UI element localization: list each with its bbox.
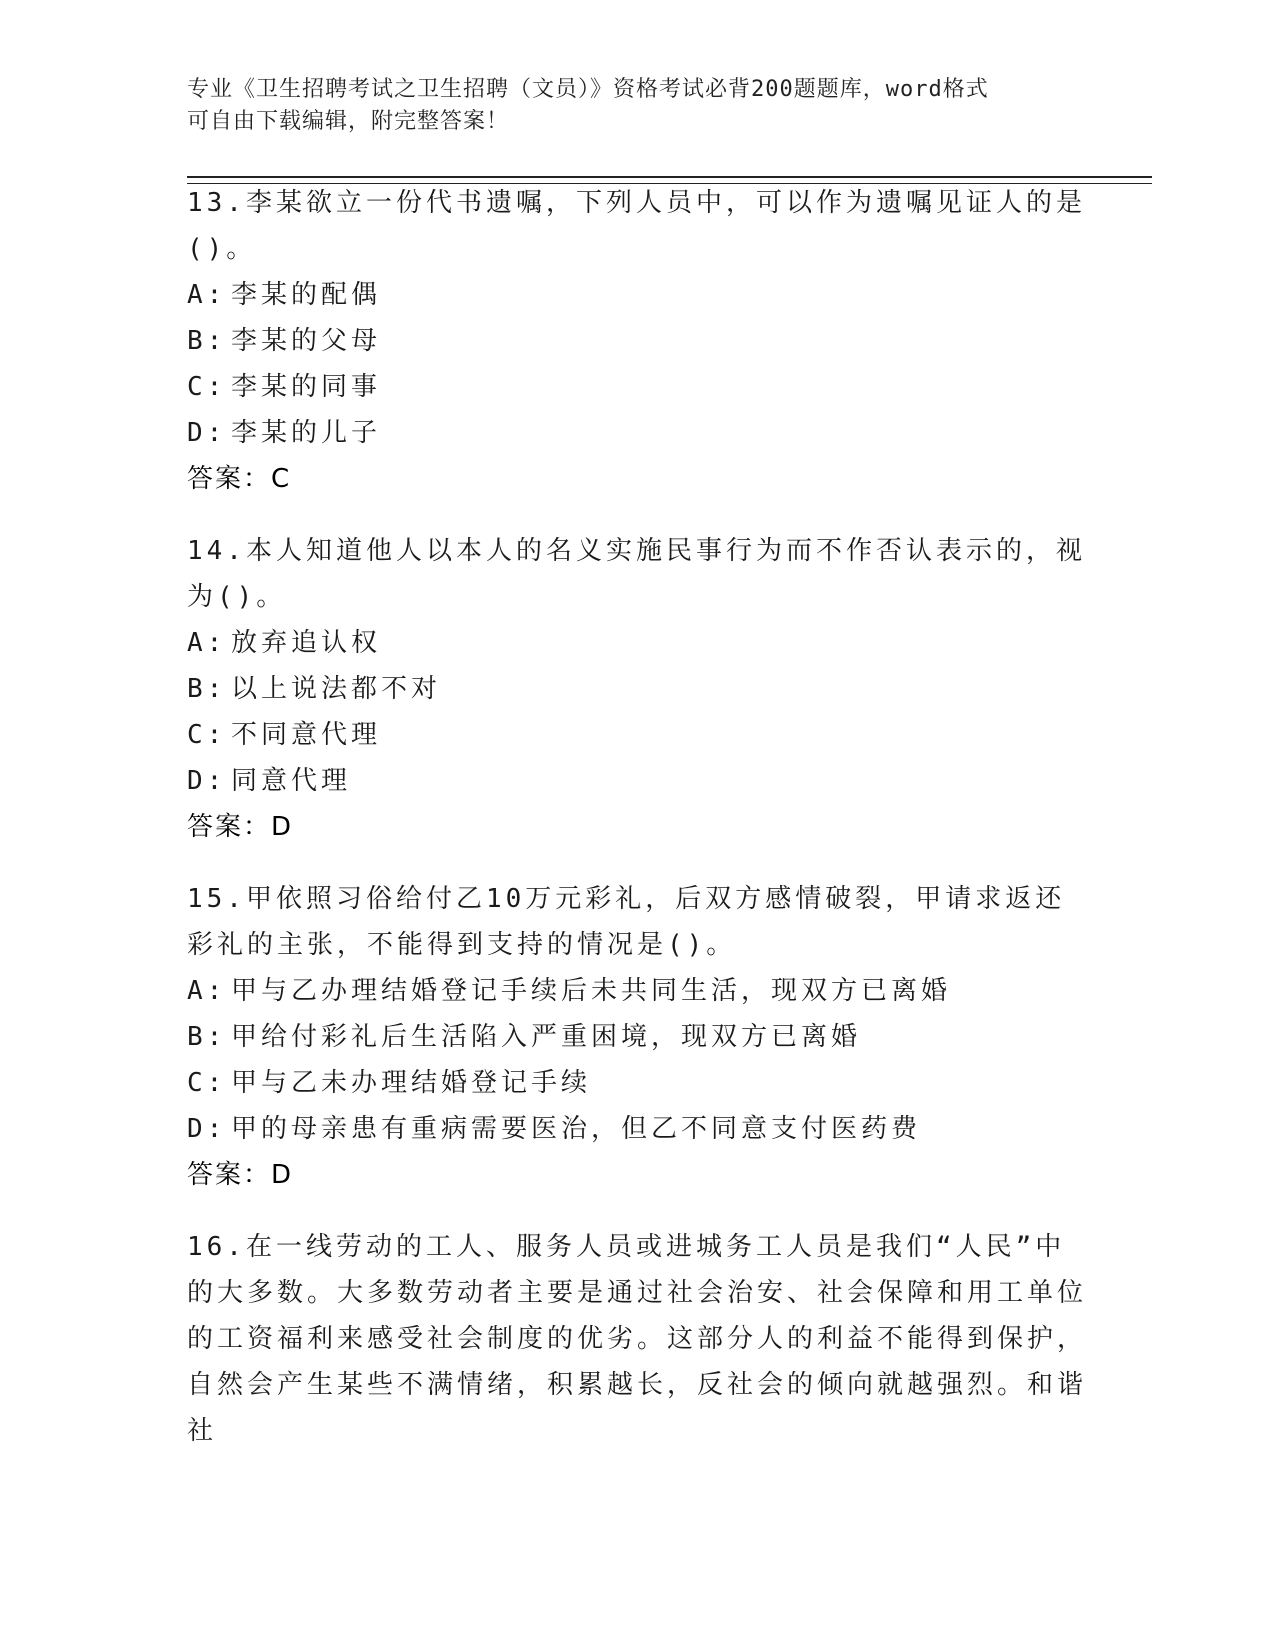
option-a [187, 272, 1087, 318]
option-text: 李某的父母 [231, 326, 382, 356]
option-b [187, 318, 1087, 364]
answer: 答案：D [187, 1160, 294, 1190]
option-text: 李某的配偶 [231, 280, 382, 310]
answer: 答案：C [187, 464, 292, 494]
option-key: C: [187, 1068, 227, 1098]
option-text: 甲的母亲患有重病需要医治，但乙不同意支付医药费 [231, 1114, 922, 1144]
option-d [187, 410, 1087, 456]
question-16 [187, 1224, 1087, 1454]
option-d [187, 1106, 1087, 1152]
option-key: B: [187, 674, 227, 704]
question-stem: 16.在一线劳动的工人、服务人员或进城务工人员是我们“人民”中的大多数。大多数劳动者主要是通过社会治安、社会保障和用工单位的工资福利来感受社会制度的优劣。这部分人的利益不能得到保护，自然会产生某些不满情绪，积累越长，反社会的倾向就越强烈。和谐社 [187, 1232, 1088, 1446]
option-key: D: [187, 1114, 227, 1144]
option-text: 不同意代理 [231, 720, 382, 750]
question-15 [187, 876, 1087, 1198]
option-key: C: [187, 720, 227, 750]
option-text: 同意代理 [231, 766, 352, 796]
option-key: C: [187, 372, 227, 402]
option-key: A: [187, 628, 227, 658]
option-b [187, 1014, 1087, 1060]
option-text: 甲与乙未办理结婚登记手续 [231, 1068, 592, 1098]
option-text: 李某的儿子 [231, 418, 382, 448]
option-key: A: [187, 280, 227, 310]
option-key: D: [187, 766, 227, 796]
question-stem: 15.甲依照习俗给付乙10万元彩礼，后双方感情破裂，甲请求返还彩礼的主张，不能得到支持的情况是()。 [187, 884, 1066, 960]
option-text: 甲与乙办理结婚登记手续后未共同生活，现双方已离婚 [231, 976, 952, 1006]
question-14 [187, 528, 1087, 850]
option-key: D: [187, 418, 227, 448]
option-c [187, 712, 1087, 758]
option-key: A: [187, 976, 227, 1006]
question-13 [187, 180, 1087, 502]
option-key: B: [187, 326, 227, 356]
option-text: 放弃追认权 [231, 628, 382, 658]
option-key: B: [187, 1022, 227, 1052]
question-stem: 14.本人知道他人以本人的名义实施民事行为而不作否认表示的，视为()。 [187, 536, 1086, 612]
option-text: 李某的同事 [231, 372, 382, 402]
option-a [187, 968, 1087, 1014]
option-d [187, 758, 1087, 804]
answer: 答案：D [187, 812, 294, 842]
option-a [187, 620, 1087, 666]
option-text: 甲给付彩礼后生活陷入严重困境，现双方已离婚 [231, 1022, 862, 1052]
option-b [187, 666, 1087, 712]
option-c [187, 1060, 1087, 1106]
document-header [187, 74, 1067, 138]
header-line-1: 专业《卫生招聘考试之卫生招聘（文员）》资格考试必背200题题库，word格式 [187, 77, 989, 102]
option-c [187, 364, 1087, 410]
option-text: 以上说法都不对 [231, 674, 442, 704]
header-line-2: 可自由下载编辑，附完整答案！ [187, 109, 510, 134]
question-stem: 13.李某欲立一份代书遗嘱，下列人员中，可以作为遗嘱见证人的是()。 [187, 188, 1086, 264]
